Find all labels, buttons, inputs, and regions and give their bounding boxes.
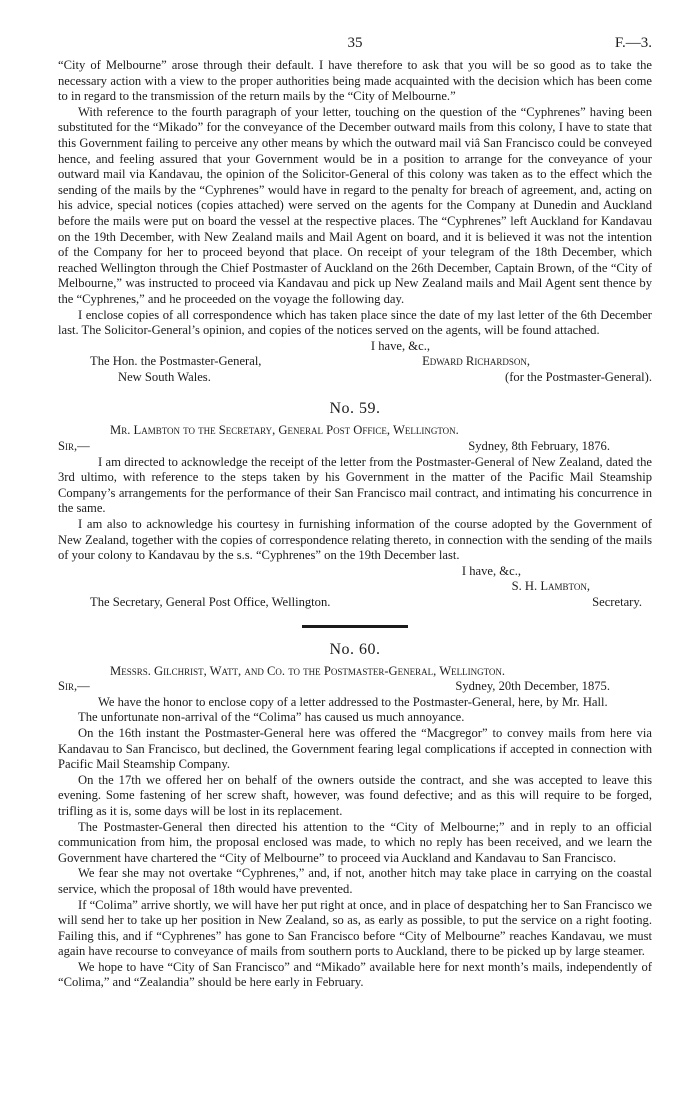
paragraph: The unfortunate non-arrival of the “Colima” has caused us much annoyance.: [78, 710, 465, 725]
signature-row: [58, 354, 652, 370]
closing-row: [58, 564, 652, 580]
letter-date: Sydney, 20th December, 1875.: [455, 679, 610, 694]
paragraph: With reference to the fourth paragraph of your letter, touching on the question of the “Cyphrenes” having been substituted for the “Mikado” for the conveyance of the December outward mails from this colony, I have to state that this Government failing to perceive any other means by which the outward mail viâ San Francisco could be conveyed hence, and feeling assured that your Government would be in a position to arrange for the conveyance of your outward mail via Kandavau, the opinion of the Solicitor-General of this colony was taken as to the effect which the sending of the mails by the “Cyphrenes” would have in regard to the penalty for breach of agreement, and, acting on his advice, special notices (copies attached) were served on the agents for the Company at Dunedin and Auckland before the mails were put on board the vessel at the respective places. The “Cyphrenes” left Auckland for Kandavau on the 19th December, with New Zealand mails and Mail Agent on board, and it is believed it was not the intention of the Company for her to proceed beyond that place. On receipt of your telegram of the 18th December, which reached Wellington through the Chief Postmaster of Auckland on the 26th December, Captain Brown, of the “City of Melbourne,” was instructed to proceed via Kandavau and pick up New Zealand mails and Mail Agent sent thence by the “Cyphrenes,” and he proceeded on the voyage the following day.: [58, 104, 652, 306]
paragraph: The Postmaster-General then directed his attention to the “City of Melbourne;” and in reply to an official communication from him, the proposal enclosed was made, to which no reply has been received, and we learn the Government have chartered the “City of Melbourne” to proceed via Auckland and Kandavau to San Francisco.: [58, 819, 652, 865]
paragraph: I enclose copies of all correspondence which has taken place since the date of my last letter of the 6th December last. The Solicitor-General’s opinion, and copies of the notices served on the agents, will be found attached.: [58, 307, 652, 338]
letter-heading: Messrs. Gilchrist, Watt, and Co. to the Postmaster-General, Wellington.: [110, 663, 506, 678]
paragraph: On the 17th we offered her on behalf of the owners outside the contract, and she was accepted to leave this evening. Some fastening of her screw shaft, however, was found defective; and as this will require to be forged, trifling as it is, some days will be lost in its replacement.: [58, 772, 652, 818]
paragraph: We hope to have “City of San Francisco” and “Mikado” available here for next month’s mails, independently of “Colima,” and “Zealandia” should be here early in February.: [58, 959, 652, 990]
letter-58-continuation: [58, 58, 652, 385]
page-number: 35: [347, 35, 363, 51]
addressee-line: The Hon. the Postmaster-General,: [90, 354, 262, 369]
closing: I have, &c.,: [370, 338, 430, 353]
signature-row: [58, 595, 652, 611]
signer-title: Secretary.: [592, 595, 642, 609]
paragraph: “City of Melbourne” arose through their default. I have therefore to ask that you will be so good as to take the necessary action with a view to the proper authorities being made acquainted with the decision which has been come to in regard to the transmission of the return mails by the “City of Melbourne.”: [58, 58, 652, 104]
salutation-row: [58, 439, 652, 455]
salutation: Sir,—: [58, 439, 90, 454]
closing: I have, &c.,: [461, 563, 521, 578]
signer-title: (for the Postmaster-General).: [505, 369, 652, 384]
signature-row: [58, 370, 652, 386]
addressee-line: The Secretary, General Post Office, Wellington.: [90, 595, 331, 609]
letter-number: No. 59.: [329, 400, 381, 418]
addressee-line: New South Wales.: [118, 369, 211, 384]
paragraph: We fear she may not overtake “Cyphrenes,” and, if not, another hitch may take place in carrying on the coastal service, which the proposal of 18th would have prevented.: [58, 866, 652, 896]
signer-name: S. H. Lambton,: [511, 579, 590, 594]
letter-60: [58, 640, 652, 991]
letter-number: No. 60.: [329, 640, 381, 658]
paragraph: On the 16th instant the Postmaster-General here was offered the “Macgregor” to convey mails from here via Kandavau to San Francisco, but declined, the Government fearing legal complications if accepted in connection with Pacific Mail Steamship Company.: [58, 725, 652, 772]
signer-name: Edward Richardson,: [422, 354, 530, 369]
document-page: [58, 36, 652, 991]
letter-heading: Mr. Lambton to the Secretary, General Post Office, Wellington.: [110, 423, 459, 438]
page-header: [58, 36, 652, 58]
document-reference: F.—3.: [614, 35, 652, 51]
salutation-row: [58, 679, 652, 695]
paragraph: If “Colima” arrive shortly, we will have her put right at once, and in place of despatching her to San Francisco we will send her to take up her position in New Zealand, so as, as early as possible, to put the service on a right footing. Failing this, and if “Cyphrenes” has gone to San Francisco before “City of Melbourne” reaches Kandavau, we must again have recourse to conveyance of mails from southern ports to Auckland, there to be picked up by large steamer.: [58, 897, 652, 959]
signature-row: [58, 579, 652, 595]
letter-59: [58, 399, 652, 610]
paragraph: I am also to acknowledge his courtesy in furnishing information of the course adopted by the Government of New Zealand, together with the copies of correspondence relating thereto, in connection with the sending of the mails of your colony to Kandavau by the s.s. “Cyphrenes” on the 19th December last.: [58, 517, 652, 563]
closing-row: [58, 339, 652, 355]
paragraph: I am directed to acknowledge the receipt of the letter from the Postmaster-General of New Zealand, dated the 3rd ultimo, with reference to the steps taken by his Government in the matter of the Pacific Mail Steamship Company’s arrangements for the performance of their San Francisco mail contract, and intimating his concurrence in the same.: [58, 454, 652, 516]
section-divider: [302, 625, 408, 628]
salutation: Sir,—: [58, 679, 90, 694]
letter-date: Sydney, 8th February, 1876.: [468, 439, 610, 454]
paragraph: We have the honor to enclose copy of a letter addressed to the Postmaster-General, here, by Mr. Hall.: [98, 694, 608, 709]
